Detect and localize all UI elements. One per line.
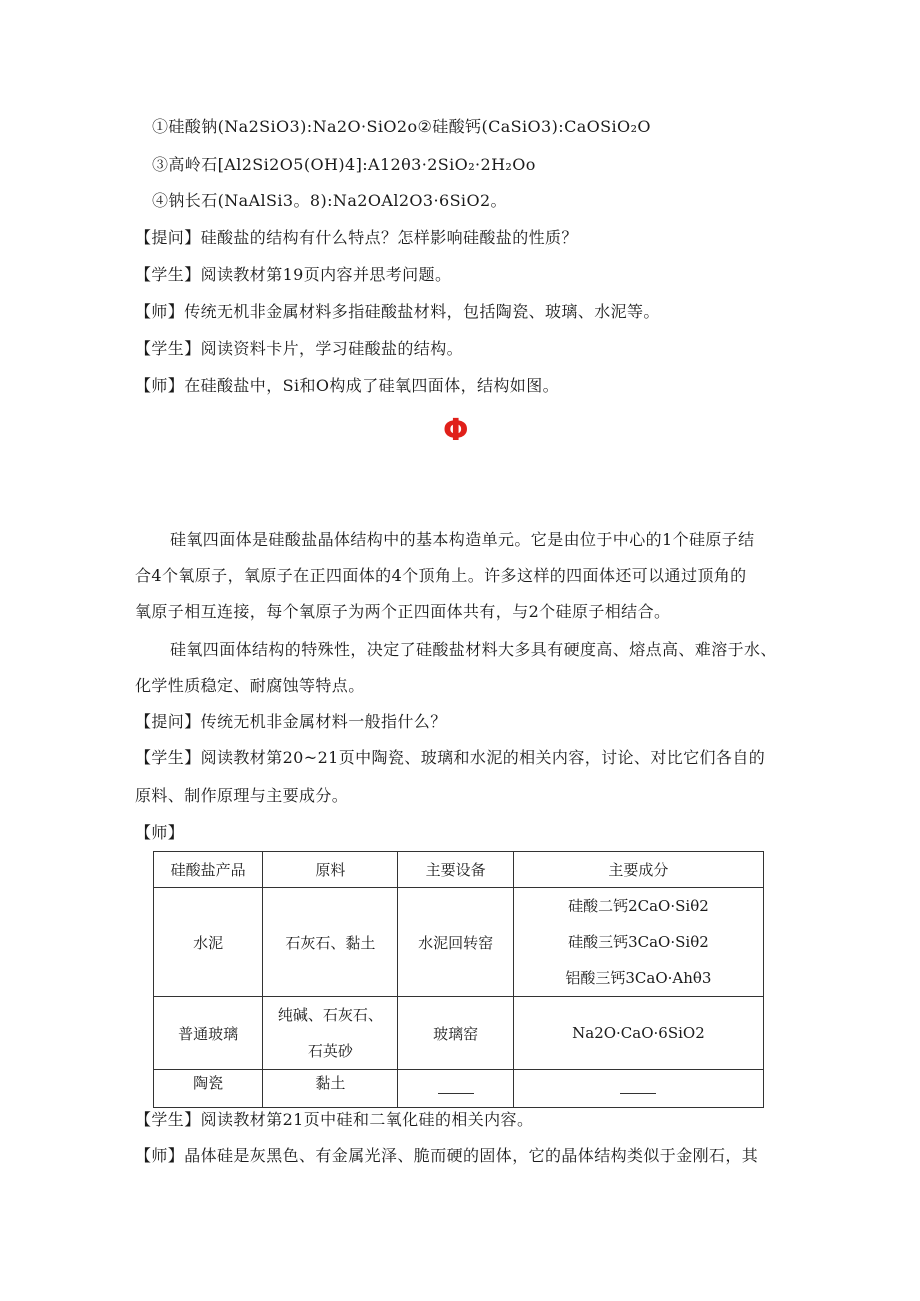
table-row-glass — [154, 997, 764, 1070]
question-traditional-materials: 【提问】传统无机非金属材料一般指什么？ — [135, 712, 447, 731]
formula-kaolinite: ③高岭石[Al2Si2O5(OH)4]:A12θ3·2SiO₂·2H₂Oo — [152, 155, 536, 174]
glass-materials-line1: 纯碱、石灰石、 — [277, 1006, 383, 1024]
para1-line1: 硅氧四面体是硅酸盐晶体结构中的基本构造单元。它是由位于中心的1个硅原子结 — [170, 530, 755, 549]
cement-equipment: 水泥回转窑 — [398, 888, 513, 997]
glass-equipment: 玻璃窑 — [398, 997, 513, 1070]
student-read-p21: 【学生】阅读教材第21页中硅和二氧化硅的相关内容。 — [135, 1110, 534, 1129]
ceramic-equipment-dash — [438, 1081, 474, 1094]
header-equipment: 主要设备 — [398, 852, 513, 888]
glass-components: Na2O·CaO·6SiO2 — [513, 997, 763, 1070]
student-read-p20-21-cont: 原料、制作原理与主要成分。 — [135, 786, 349, 805]
student-read-p20-21: 【学生】阅读教材第20~21页中陶瓷、玻璃和水泥的相关内容，讨论、对比它们各自的 — [135, 748, 766, 767]
student-read-card: 【学生】阅读资料卡片，学习硅酸盐的结构。 — [135, 339, 464, 358]
table-header-row — [154, 852, 764, 888]
component-tricalcium-silicate: 硅酸三钙3CaO·Siθ2 — [568, 933, 709, 951]
question-silicate-structure: 【提问】硅酸盐的结构有什么特点？怎样影响硅酸盐的性质？ — [135, 228, 578, 247]
cement-materials: 石灰石、黏土 — [263, 888, 398, 997]
glass-materials — [263, 997, 398, 1070]
teacher-tetrahedron: 【师】在硅酸盐中，Si和O构成了硅氧四面体，结构如图。 — [135, 376, 559, 395]
component-tricalcium-aluminate: 铝酸三钙3CaO·Ahθ3 — [565, 969, 712, 987]
formula-albite: ④钠长石(NaAlSi3。8):Na2OAl2O3·6SiO2。 — [152, 191, 507, 210]
para1-line3: 氧原子相互连接，每个氧原子为两个正四面体共有，与2个硅原子相结合。 — [135, 602, 671, 621]
ceramic-equipment — [398, 1070, 513, 1108]
student-read-p19: 【学生】阅读教材第19页内容并思考问题。 — [135, 265, 452, 284]
teacher-crystalline-silicon: 【师】晶体硅是灰黑色、有金属光泽、脆而硬的固体，它的晶体结构类似于金刚石，其 — [135, 1146, 759, 1165]
ceramic-components-dash — [620, 1081, 656, 1094]
para1-line2: 合4个氧原子，氧原子在正四面体的4个顶角上。许多这样的四面体还可以通过顶角的 — [135, 566, 747, 585]
glass-materials-line2: 石英砂 — [307, 1042, 353, 1060]
table-row-cement — [154, 888, 764, 997]
cement-product: 水泥 — [154, 888, 263, 997]
glass-product: 普通玻璃 — [154, 997, 263, 1070]
header-components: 主要成分 — [513, 852, 763, 888]
table-row-ceramic — [154, 1070, 764, 1108]
para2-line1: 硅氧四面体结构的特殊性，决定了硅酸盐材料大多具有硬度高、熔点高、难溶于水、 — [170, 640, 777, 659]
component-dicalcium-silicate: 硅酸二钙2CaO·Siθ2 — [568, 897, 709, 915]
para2-line2: 化学性质稳定、耐腐蚀等特点。 — [135, 676, 365, 695]
header-product: 硅酸盐产品 — [154, 852, 263, 888]
ceramic-components — [513, 1070, 763, 1108]
formula-sodium-silicate-calcium-silicate: ①硅酸钠(Na2SiO3):Na2O·SiO2o②硅酸钙(CaSiO3):CaOSiO₂O — [152, 117, 651, 136]
teacher-traditional-materials: 【师】传统无机非金属材料多指硅酸盐材料，包括陶瓷、玻璃、水泥等。 — [135, 302, 660, 321]
header-materials: 原料 — [263, 852, 398, 888]
ceramic-product: 陶瓷 — [154, 1070, 263, 1108]
teacher-label: 【师】 — [135, 823, 185, 842]
tetrahedron-figure-icon: Φ — [443, 413, 469, 448]
silicate-products-table — [153, 851, 764, 1108]
cement-components — [513, 888, 763, 997]
ceramic-materials: 黏土 — [263, 1070, 398, 1108]
